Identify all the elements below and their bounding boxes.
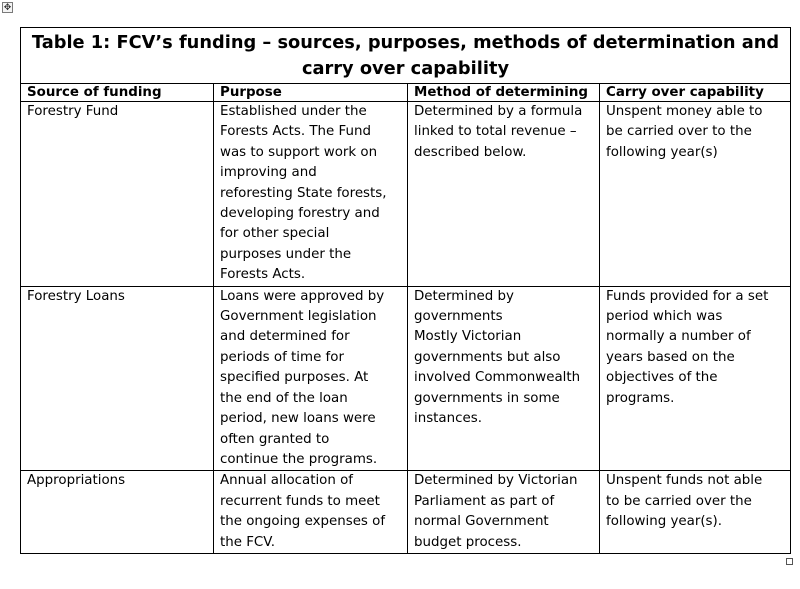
cell-purpose: Loans were approved by Government legislation and determined for periods of time for specified purposes. At the end of the loan period, new loans were often granted to continue the programs. — [214, 286, 408, 471]
funding-table — [20, 27, 791, 554]
cell-source: Forestry Loans — [21, 286, 214, 471]
cell-carry-over: Funds provided for a set period which was normally a number of years based on the objectives of the programs. — [600, 286, 791, 471]
table-row-forestry-loans — [21, 286, 791, 471]
cell-carry-over: Unspent funds not able to be carried over the following year(s). — [600, 471, 791, 554]
table-resize-handle-icon[interactable] — [786, 558, 793, 565]
header-carry-over-capability: Carry over capability — [600, 84, 791, 102]
header-source-of-funding: Source of funding — [21, 84, 214, 102]
table-header-row — [21, 84, 791, 102]
cell-method: Determined by a formula linked to total revenue – described below. — [408, 102, 600, 287]
cell-carry-over: Unspent money able to be carried over to the following year(s) — [600, 102, 791, 287]
table-row-appropriations — [21, 471, 791, 554]
table-row-forestry-fund — [21, 102, 791, 287]
cell-method: Determined by Victorian Parliament as part of normal Government budget process. — [408, 471, 600, 554]
header-method-of-determining: Method of determining — [408, 84, 600, 102]
table-move-handle-icon[interactable]: ✥ — [3, 3, 12, 13]
header-purpose: Purpose — [214, 84, 408, 102]
table-title: Table 1: FCV’s funding – sources, purposes, methods of determination and carry over capability — [21, 28, 791, 84]
cell-method: Determined by governments Mostly Victorian governments but also involved Commonwealth governments in some instances. — [408, 286, 600, 471]
cell-source: Appropriations — [21, 471, 214, 554]
cell-purpose: Annual allocation of recurrent funds to meet the ongoing expenses of the FCV. — [214, 471, 408, 554]
cell-source: Forestry Fund — [21, 102, 214, 287]
table-title-row — [21, 28, 791, 84]
cell-purpose: Established under the Forests Acts. The Fund was to support work on improving and reforesting State forests, developing forestry and for other special purposes under the Forests Acts. — [214, 102, 408, 287]
